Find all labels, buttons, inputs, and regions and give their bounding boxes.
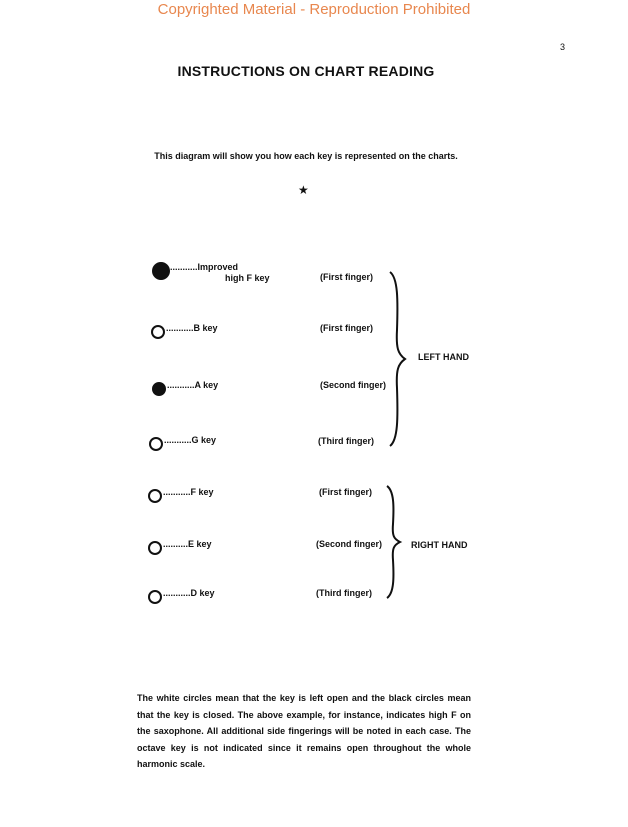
- finger-label-a: (Second finger): [320, 380, 387, 390]
- key-label-improved-high-f: ...........Improved high F key: [170, 262, 270, 283]
- finger-label-e: (Second finger): [316, 539, 383, 549]
- key-label-d: ...........D key: [163, 588, 215, 598]
- intro-text: This diagram will show you how each key is represented on the charts.: [154, 151, 458, 161]
- finger-label-g: (Third finger): [318, 436, 374, 446]
- page-title: INSTRUCTIONS ON CHART READING: [177, 63, 435, 79]
- right-hand-brace: [385, 484, 403, 600]
- key-label-e: ..........E key: [163, 539, 212, 549]
- key-label-g: ...........G key: [164, 435, 217, 445]
- key-circle-improved-high-f: [152, 262, 170, 280]
- copyright-watermark: Copyrighted Material - Reproduction Prohibited: [157, 1, 471, 18]
- key-circle-e: [148, 541, 162, 555]
- key-circle-g: [149, 437, 163, 451]
- left-hand-brace: [388, 270, 408, 448]
- explanation-paragraph: The white circles mean that the key is left open and the black circles mean that the key is closed. The above example, for instance, indicates high F on the saxophone. All additional side fingerings will be noted in each case. The octave key is not indicated since it remains open throughout the whole harmonic scale.: [137, 693, 471, 769]
- key-label-f: ...........F key: [163, 487, 214, 497]
- key-circle-f: [148, 489, 162, 503]
- key-circle-b: [151, 325, 165, 339]
- finger-label-f: (First finger): [319, 487, 372, 497]
- key-label-b: ...........B key: [166, 323, 218, 333]
- finger-label-b: (First finger): [320, 323, 373, 333]
- finger-label-d: (Third finger): [316, 588, 372, 598]
- left-hand-label: LEFT HAND: [418, 352, 469, 362]
- key-circle-d: [148, 590, 162, 604]
- page-number: 3: [560, 42, 566, 52]
- star-icon: ★: [298, 183, 309, 197]
- right-hand-label: RIGHT HAND: [411, 540, 468, 550]
- finger-label-improved-high-f: (First finger): [320, 272, 373, 282]
- key-label-a: ...........A key: [167, 380, 219, 390]
- key-circle-a: [152, 382, 166, 396]
